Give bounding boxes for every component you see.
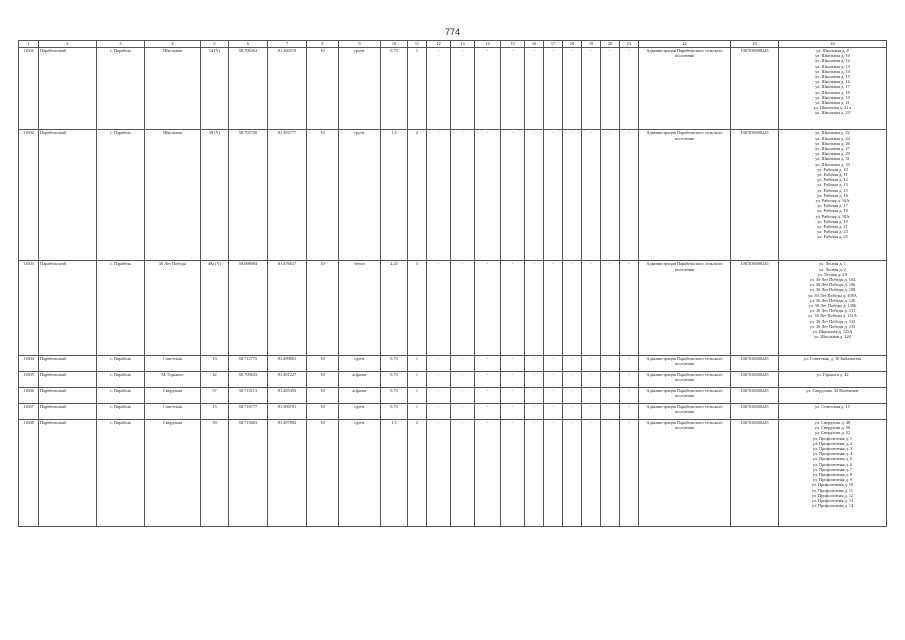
cell-dash: - [563,261,582,356]
cell-district: Парабельский [39,261,97,356]
column-header: 8 [307,41,339,48]
cell-area: 1,5 [381,419,408,526]
cell-dash: - [427,419,451,526]
registry-table [18,40,887,527]
cell-dash: - [475,48,501,130]
cell-district: Парабельский [39,419,97,526]
table-row [19,371,887,387]
address-line: ул. Школьная д. 23 [815,110,850,116]
cell-id: 11607 [19,403,39,419]
address-line: ул. Профсоюзная д. 14 [811,503,854,509]
column-header: 2 [39,41,97,48]
cell-area: 0,75 [381,403,408,419]
cell-village: с. Парабель [97,261,145,356]
cell-dash: - [427,387,451,403]
address-line: ул. Профсоюзная д. 7 [812,466,853,472]
cell-street: Свердлова [145,419,201,526]
address-line: ул. Школьная д. 21 а [813,105,852,111]
column-header: 10 [381,41,408,48]
cell-area: 1,5 [381,130,408,261]
cell-house: 14 (Y) [201,48,229,130]
cell-count: 3 [408,261,427,356]
address-line: ул. Рабочая д. 18 [817,208,848,214]
address-line: ул. Школьная д. 31 [815,156,850,162]
address-line: ул. Профсоюзная д. 4 [812,451,853,457]
cell-district: Парабельский [39,355,97,371]
address-line: ул. Свердлова, 32 Военкомат [806,387,859,393]
cell-owner: Администрация Парабельского сельского поселения [639,48,731,130]
cell-count: 1 [408,355,427,371]
column-header: 17 [544,41,563,48]
cell-id: 11605 [19,371,39,387]
cell-village: с. Парабель [97,387,145,403]
cell-surface: асфальт [339,387,381,403]
address-line: ул. Профсоюзная д. 10 [811,482,854,488]
cell-surface: асфальт [339,371,381,387]
address-line: ул. Школьная д. 10 [815,53,850,59]
cell-owner: Администрация Парабельского сельского поселения [639,130,731,261]
cell-lon: 81.481227 [268,371,307,387]
address-line: ул. Лесная д. 2 [819,266,846,272]
cell-count: 2 [408,130,427,261]
cell-district: Парабельский [39,387,97,403]
cell-count: 1 [408,371,427,387]
address-line: ул. Профсоюзная д. 5 [812,456,853,462]
cell-inn: 1067038000245 [731,261,779,356]
cell-dash: - [501,48,525,130]
address-line: ул. Рабочая д. 12 [817,177,848,183]
cell-addresses [779,403,887,419]
cell-dash: - [601,403,620,419]
address-line: ул. Лесная д. 2А [817,271,848,277]
address-line: ул. Свердлова д. 52 [814,430,851,436]
cell-dash: - [525,355,544,371]
column-header: 13 [451,41,475,48]
address-line: ул. Рабочая д. 19 [817,218,848,224]
address-line: ул. Школьная д. 24 [815,135,850,141]
cell-dash: - [451,355,475,371]
cell-id: 11606 [19,387,39,403]
cell-village: с. Парабель [97,419,145,526]
cell-dash: - [451,48,475,130]
column-header: 7 [268,41,307,48]
cell-dash: - [620,371,639,387]
address-line: ул. Профсоюзная д. 6 [812,461,853,467]
cell-dash: - [525,371,544,387]
cell-count: 1 [408,387,427,403]
cell-village: с. Парабель [97,130,145,261]
cell-dash: - [582,403,601,419]
cell-house: 10 [201,355,229,371]
cell-lat: 58.706363 [229,48,268,130]
cell-inn: 1067038000245 [731,419,779,526]
column-header: 6 [229,41,268,48]
cell-dash: - [475,403,501,419]
cell-lat: 58.712775 [229,355,268,371]
address-line: ул. Школьная д. 19 [815,89,850,95]
cell-owner: Администрация Парабельского сельского поселения [639,261,731,356]
address-line: ул. 30 Лет Победы д. 135 [809,323,856,329]
cell-dash: - [544,419,563,526]
cell-dash: - [620,419,639,526]
address-line: ул. Школьная д. 19 [815,94,850,100]
address-line: ул. 30 Лет Победы д. 120 [809,297,856,303]
cell-dash: - [525,48,544,130]
cell-inn: 1067038000245 [731,387,779,403]
cell-surface: грунт [339,403,381,419]
cell-id: 11601 [19,48,39,130]
cell-dash: - [544,387,563,403]
cell-inn: 1067038000245 [731,355,779,371]
cell-dash: - [620,387,639,403]
address-line: ул. Профсоюзная д. 11 [811,487,854,493]
cell-dash: - [601,130,620,261]
cell-lon: 81.485393 [268,387,307,403]
cell-dash: - [544,48,563,130]
address-line: ул. Профсоюзная д. 2 [812,440,853,446]
cell-addresses [779,419,887,526]
table-row [19,387,887,403]
cell-v8: 10 [307,371,339,387]
cell-dash: - [475,371,501,387]
column-header: 14 [475,41,501,48]
cell-count: 1 [408,48,427,130]
cell-street: М. Горького [145,371,201,387]
cell-v8: 10 [307,419,339,526]
address-line: ул. Свердлова д. 48 [814,419,851,425]
cell-owner: Администрация Парабельского сельского поселения [639,403,731,419]
column-header: 22 [639,41,731,48]
cell-area: 2,25 [381,261,408,356]
address-line: ул. Профсоюзная д. 3 [812,445,853,451]
address-line: ул. Школьная д. 13 [815,63,850,69]
column-header: 15 [501,41,525,48]
page-number: 774 [444,27,461,37]
cell-dash: - [427,130,451,261]
cell-area: 0,75 [381,355,408,371]
cell-dash: - [451,130,475,261]
address-line: ул. Профсоюзная д. 8 [812,471,853,477]
cell-dash: - [451,403,475,419]
cell-dash: - [563,130,582,261]
cell-v8: 10 [307,403,339,419]
cell-dash: - [451,419,475,526]
cell-lat: 58.698094 [229,261,268,356]
cell-id: 11602 [19,130,39,261]
cell-lon: 81.493777 [268,130,307,261]
cell-dash: - [601,419,620,526]
cell-dash: - [601,355,620,371]
cell-district: Парабельский [39,403,97,419]
cell-area: 0,75 [381,48,408,130]
cell-dash: - [601,387,620,403]
cell-surface: грунт [339,355,381,371]
address-line: ул. 30 Лет Победы д. 108А [808,292,857,298]
cell-dash: - [582,130,601,261]
column-header: 21 [620,41,639,48]
address-line: ул. Школьная д. 27 [815,145,850,151]
address-line: ул. Школьная д. 22 [815,130,850,136]
cell-dash: - [620,48,639,130]
table-row [19,419,887,526]
cell-lon: 81.487892 [268,419,307,526]
cell-dash: - [563,387,582,403]
cell-street: Школьная [145,48,201,130]
address-line: ул. 30 Лет Победы д. 133 [809,318,856,324]
cell-id: 11603 [19,261,39,356]
cell-dash: - [582,371,601,387]
cell-house: 37 [201,387,229,403]
cell-street: Советская [145,403,201,419]
cell-dash: - [475,419,501,526]
cell-house: 30 (Y) [201,130,229,261]
cell-house: 49а (Y) [201,261,229,356]
cell-dash: - [601,48,620,130]
cell-area: 0,75 [381,387,408,403]
column-header: 1 [19,41,39,48]
address-line: ул. Советская, д. 10 Библиотека [803,355,862,361]
cell-dash: - [620,130,639,261]
cell-dash: - [501,403,525,419]
cell-addresses [779,48,887,130]
address-line: ул. Школьная д. 15 [815,74,850,80]
cell-dash: - [501,387,525,403]
column-header: 4 [145,41,201,48]
cell-district: Парабельский [39,371,97,387]
cell-dash: - [582,355,601,371]
column-header: 20 [601,41,620,48]
cell-dash: - [451,371,475,387]
column-header: 24 [779,41,887,48]
cell-street: 30 Лет Победы [145,261,201,356]
cell-village: с. Парабель [97,403,145,419]
cell-dash: - [544,371,563,387]
cell-street: Школьная [145,130,201,261]
cell-addresses [779,355,887,371]
cell-dash: - [525,387,544,403]
cell-area: 0,75 [381,371,408,387]
cell-dash: - [451,261,475,356]
cell-dash: - [601,261,620,356]
cell-dash: - [427,403,451,419]
cell-dash: - [620,261,639,356]
cell-lon: 81.499881 [268,355,307,371]
cell-dash: - [501,261,525,356]
cell-lat: 58.710113 [229,387,268,403]
address-line: ул. Школьная д. 8 [816,48,849,53]
table-row [19,130,887,261]
column-header: 23 [731,41,779,48]
address-line: ул. 30 Лет Победы д. 129Б [808,303,857,309]
cell-dash: - [563,355,582,371]
cell-dash: - [525,130,544,261]
cell-dash: - [525,403,544,419]
cell-house: 15 [201,403,229,419]
address-line: ул. 30 Лет Победы д. 131А [808,313,857,319]
cell-dash: - [475,261,501,356]
cell-dash: - [620,355,639,371]
address-line: ул. Рабочая д. 13 [817,182,848,188]
cell-inn: 1067038000245 [731,371,779,387]
address-line: ул. 30 Лет Победы д. 131 [809,308,856,314]
address-line: ул. Школьная д. 14 [815,68,850,74]
cell-lon: 81.506791 [268,403,307,419]
cell-dash: - [451,387,475,403]
cell-surface: бетон [339,261,381,356]
cell-surface: грунт [339,419,381,526]
cell-id: 11604 [19,355,39,371]
cell-dash: - [475,355,501,371]
cell-village: с. Парабель [97,355,145,371]
cell-v8: 10 [307,48,339,130]
cell-addresses [779,371,887,387]
cell-dash: - [501,130,525,261]
address-line: ул. Лесная д. 1 [819,261,846,267]
cell-inn: 1067038000245 [731,130,779,261]
cell-id: 11608 [19,419,39,526]
column-header: 11 [408,41,427,48]
address-line: ул. Профсоюзная д. 12 [811,492,854,498]
address-line: ул. 30 Лет Победы д. 108 [809,287,856,293]
cell-v8: 10 [307,261,339,356]
cell-addresses [779,387,887,403]
cell-street: Советская [145,355,201,371]
address-line: ул. 30 Лет Победы д. 106 [809,282,856,288]
cell-village: с. Парабель [97,371,145,387]
column-header: 18 [563,41,582,48]
cell-house: 39 [201,419,229,526]
table-row [19,48,887,130]
cell-dash: - [427,355,451,371]
cell-dash: - [427,371,451,387]
address-line: ул. Рабочая д. 21 [817,223,848,229]
cell-inn: 1067038000245 [731,48,779,130]
cell-dash: - [501,355,525,371]
cell-dash: - [544,355,563,371]
cell-owner: Администрация Парабельского сельского поселения [639,371,731,387]
address-line: ул. Профсоюзная д. 13 [811,497,854,503]
column-header: 9 [339,41,381,48]
address-line: ул. Горького д. 42 [816,371,849,377]
cell-v8: 10 [307,387,339,403]
address-line: ул. Профсоюзная д. 9 [812,477,853,483]
table-body [19,48,887,527]
cell-lon: 81.496519 [268,48,307,130]
cell-dash: - [582,387,601,403]
cell-count: 1 [408,403,427,419]
cell-dash: - [563,371,582,387]
column-header: 16 [525,41,544,48]
column-header: 5 [201,41,229,48]
cell-village: с. Парабель [97,48,145,130]
address-line: ул. Рабочая д. 16 [817,192,848,198]
cell-owner: Администрация Парабельского сельского поселения [639,387,731,403]
cell-dash: - [601,371,620,387]
address-line: ул. Школьная д. 21 [815,100,850,106]
cell-count: 2 [408,419,427,526]
cell-addresses [779,130,887,261]
cell-surface: грунт [339,48,381,130]
cell-owner: Администрация Парабельского сельского поселения [639,355,731,371]
address-line: ул. Рабочая д. 18А [815,213,850,219]
cell-dash: - [501,419,525,526]
cell-lat: 58.715603 [229,419,268,526]
address-line: ул. Профсоюзная д. 1 [812,435,853,441]
address-line: ул. Рабочая д. 16А [815,197,850,203]
column-header: 3 [97,41,145,48]
cell-dash: - [544,403,563,419]
cell-dash: - [582,419,601,526]
address-line: ул. Рабочая д. 11 [817,171,848,177]
address-line: ул. 30 Лет Победы д. 104 [809,277,856,282]
cell-surface: грунт [339,130,381,261]
header-row [19,41,887,48]
cell-dash: - [501,371,525,387]
cell-dash: - [525,261,544,356]
cell-district: Парабельский [39,130,97,261]
cell-house: 42 [201,371,229,387]
column-header: 12 [427,41,451,48]
cell-street: Свердлова [145,387,201,403]
cell-addresses [779,261,887,356]
address-line: ул. Школьная д. 120 [814,334,851,340]
cell-lat: 58.709643 [229,371,268,387]
address-line: ул. Рабочая д. 23 [817,229,848,235]
address-line: ул. Школьная д. 16 [815,79,850,85]
table-row [19,355,887,371]
cell-dash: - [582,261,601,356]
cell-dash: - [475,130,501,261]
address-line: ул. Школьная д. 17 [815,84,850,90]
column-header: 19 [582,41,601,48]
address-line: ул. Свердлова д. 50 [814,425,851,431]
address-line: ул. Советская д. 15 [815,403,850,409]
address-line: ул. Школьная д. 125А [812,329,853,335]
cell-v8: 10 [307,355,339,371]
address-line: ул. Школьная д. 26 [815,140,850,146]
cell-district: Парабельский [39,48,97,130]
cell-dash: - [544,130,563,261]
address-line: ул. Рабочая д. 10 [817,166,848,172]
address-line: ул. Школьная д. 12 [815,58,850,64]
address-line: ул. Рабочая д. 15 [817,187,848,193]
cell-dash: - [582,48,601,130]
table-row [19,261,887,356]
cell-dash: - [563,48,582,130]
cell-lat: 58.716777 [229,403,268,419]
address-line: ул. Школьная д. 29 [815,151,850,157]
cell-inn: 1067038000245 [731,403,779,419]
cell-dash: - [427,48,451,130]
table-row [19,403,887,419]
address-line: ул. Рабочая д. 17 [817,203,848,209]
address-line: ул. Рабочая д. 25 [817,234,848,240]
cell-dash: - [563,419,582,526]
cell-lat: 58.703700 [229,130,268,261]
cell-dash: - [563,403,582,419]
cell-dash: - [475,387,501,403]
cell-dash: - [525,419,544,526]
cell-lon: 81.476637 [268,261,307,356]
cell-v8: 10 [307,130,339,261]
cell-dash: - [427,261,451,356]
cell-dash: - [620,403,639,419]
cell-dash: - [544,261,563,356]
address-line: ул. Школьная д. 33 [815,161,850,167]
cell-owner: Администрация Парабельского сельского поселения [639,419,731,526]
